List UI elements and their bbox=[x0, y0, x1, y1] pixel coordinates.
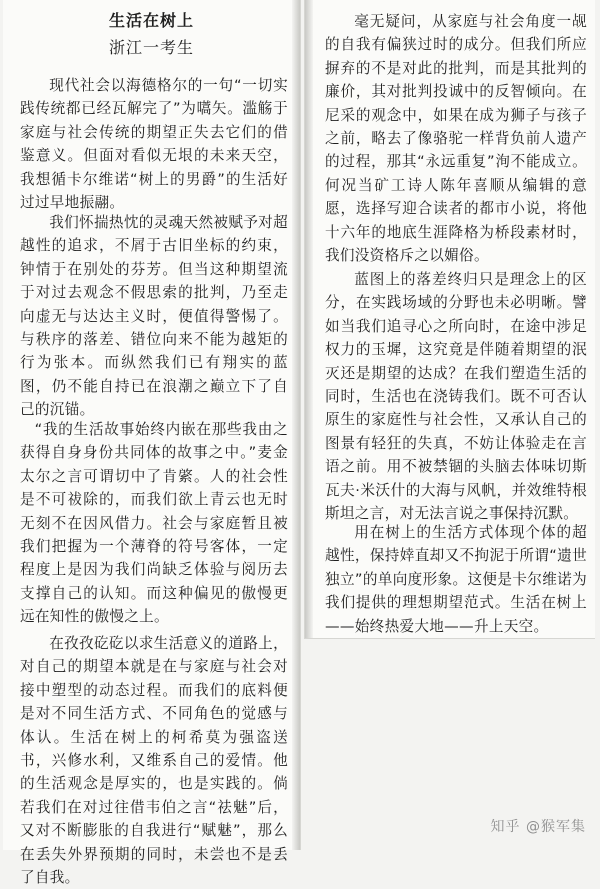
paragraph: 在孜孜矻矻以求生活意义的道路上，对自己的期望本就是在与家庭与社会对接中塑型的动态过程。而我们的底料便是对不同生活方式、不同角色的觉感与体认。生活在树上的柯希莫为强盗送书，兴修水利，又维系自己的爱情。他的生活观念是厚实的，也是实践的。倘若我们在对过往借韦伯之言“祛魅”后，又对不断膨胀的自我进行“赋魅”，那么在丢失外界预期的同时，未尝也不是丢了自我。 bbox=[20, 635, 288, 887]
zhihu-watermark: 知乎 @猴军集 bbox=[490, 819, 586, 835]
paragraph: 我们怀揣热忱的灵魂天然被赋予对超越性的追求，不屑于古旧坐标的约束，钟情于在别处的芬芳。但当这种期望流于对过去观念不假思索的批判，乃至走向虚无与达达主义时，便值得警惕了。与秩序的落差、错位向来不能为越矩的行为张本。而纵然我们已有翔实的蓝图，仍不能自持已在浪潮之巅立下了自己的沉锚。 bbox=[20, 214, 288, 419]
article-title: 生活在树上 bbox=[108, 11, 194, 30]
paragraph: 蓝图上的落差终归只是理念上的区分，在实践场域的分野也未必明晰。譬如当我们追寻心之所向时，在途中涉足权力的玉墀，这究竟是伴随着期望的泯灭还是期望的达成？在我们塑造生活的同时，生活也在浇铸我们。既不可否认原生的家庭性与社会性，又承认自己的图景有轻狂的失真，不妨让体验走在言语之前。用不被禁锢的头脑去体味切斯瓦夫·米沃什的大海与风帆，并效维特根斯坦之言，对无法言说之事保持沉默。 bbox=[325, 271, 587, 523]
left-page bbox=[3, 0, 301, 887]
paragraph: 现代社会以海德格尔的一句“一切实践传统都已经瓦解完了”为嚆矢。滥觞于家庭与社会传统的期望正失去它们的借鉴意义。但面对看似无垠的未来天空，我想循卡尔维诺“树上的男爵”的生活好过过早地振翮。 bbox=[20, 77, 288, 212]
right-page bbox=[304, 0, 595, 639]
paragraph: 用在树上的生活方式体现个体的超越性，保持婞直却又不拘泥于所谓“遗世独立”的单向度形象。这便是卡尔维诺为我们提供的理想期望范式。生活在树上——始终热爱大地——升上天空。 bbox=[325, 524, 587, 635]
paragraph: “我的生活故事始终内嵌在那些我由之获得自身身份共同体的故事之中。”麦金太尔之言可谓切中了肯綮。人的社会性是不可祓除的，而我们欲上青云也无时无刻不在因风借力。社会与家庭暂且被我们把握为一个薄脊的符号客体，一定程度上是因为我们尚缺乏体验与阅历去支撑自己的认知。而这种偏见的傲慢更远在知性的傲慢之上。 bbox=[20, 421, 288, 626]
article-author: 浙江一考生 bbox=[108, 38, 194, 57]
binding-shadow bbox=[305, 0, 313, 638]
paragraph: 毫无疑问，从家庭与社会角度一觇的自我有偏狭过时的成分。但我们所应摒弃的不是对此的批判，而是其批判的廉价，其对批判投诚中的反智倾向。在尼采的观念中，如果在成为狮子与孩子之前，略去了像骆驼一样背负前人遗产的过程，那其“永远重复”洵不能成立。何况当矿工诗人陈年喜顺从编辑的意愿，选择写迎合读者的都市小说，将他十六年的地底生涯降格为桥段素材时，我们没资格斥之以媚俗。 bbox=[325, 13, 587, 265]
binding-shadow bbox=[292, 0, 300, 850]
